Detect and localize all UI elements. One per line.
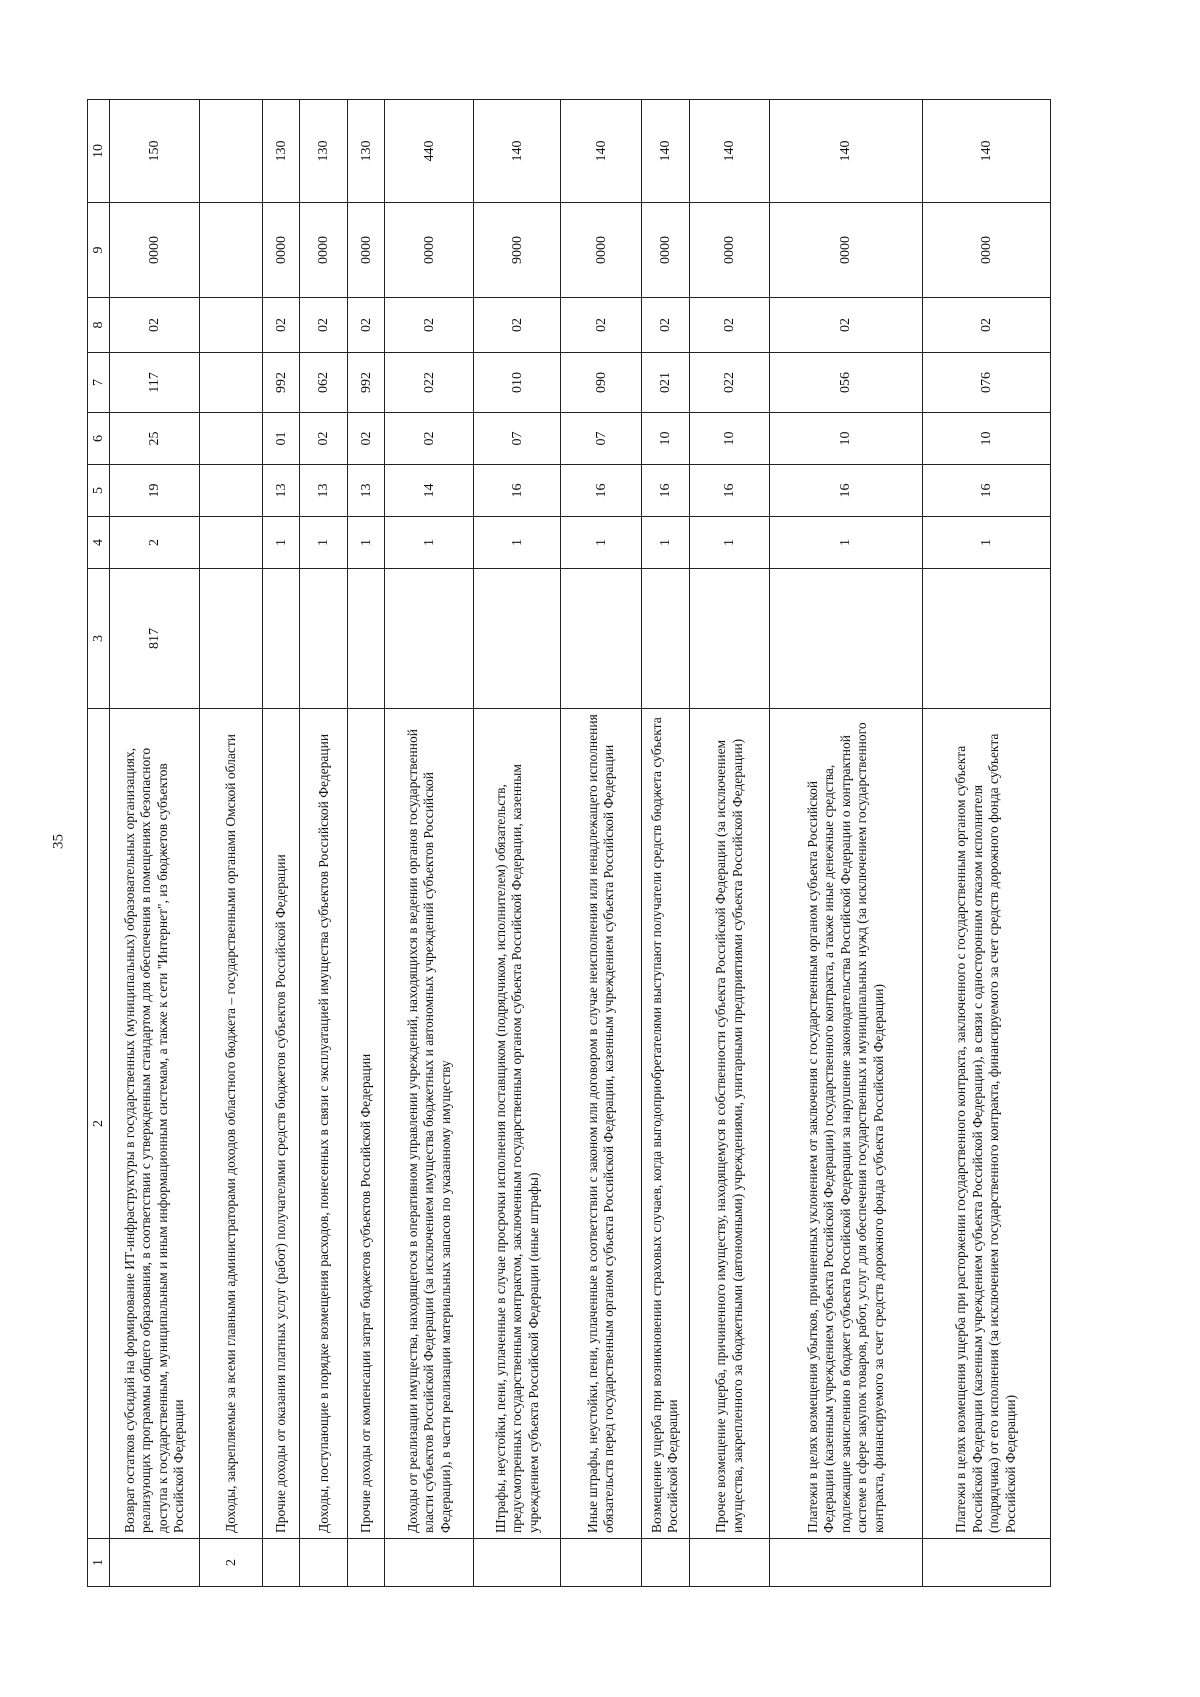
row-description: Штрафы, неустойки, пени, уплаченные в случае просрочки исполнения поставщиком (подрядчиком, исполнителем) обязательств, предусмотренных государственным контрактом, заключенным государственным органом субъекта Российской Федерации, казенным учреждением субъекта Российской Федерации (иные штрафы) — [474, 709, 561, 1539]
code-group: 1 — [385, 517, 474, 569]
row-description: Прочее возмещение ущерба, причиненного имуществу, находящемуся в собственности субъекта Российской Федерации (за исключением имущества, закрепленного за бюджетными (автономными) учреждениями, унитарными предприятиями субъекта Российской Федерации) — [689, 709, 769, 1539]
code-element: 02 — [561, 298, 641, 353]
code-admin — [922, 569, 1050, 709]
code-element: 02 — [770, 298, 922, 353]
code-element: 02 — [922, 298, 1050, 353]
table-row — [641, 100, 689, 1587]
code-article: 10 — [922, 413, 1050, 465]
row-number — [770, 1539, 922, 1587]
row-number — [348, 1539, 385, 1587]
code-article: 10 — [770, 413, 922, 465]
row-description: Прочие доходы от оказания платных услуг (работ) получателями средств бюджетов субъектов Российской Федерации — [263, 709, 300, 1539]
code-subarticle: 090 — [561, 353, 641, 413]
code-subgroup: 13 — [263, 465, 300, 517]
row-description: Возврат остатков субсидий на формирование ИТ-инфраструктуры в государственных (муниципальных) образовательных организациях, реализующих программы общего образования, в соответствии с утвержденным стандартом для обеспечения в помещениях безопасного доступа к государственным, муниципальным и иным информационным системам, а также к сети "Интернет", из бюджетов субъектов Российской Федерации — [110, 709, 200, 1539]
table-row — [110, 100, 200, 1587]
table-row — [561, 100, 641, 1587]
row-description: Доходы от реализации имущества, находящегося в оперативном управлении учреждений, находящихся в ведении органов государственной власти субъектов Российской Федерации (за исключением имущества бюджетных и автономных учреждений субъектов Российской Федерации), в части реализации материальных запасов по указанному имуществу — [385, 709, 474, 1539]
row-number — [641, 1539, 689, 1587]
row-number — [263, 1539, 300, 1587]
code-group: 1 — [641, 517, 689, 569]
code-admin — [200, 569, 263, 709]
code-economic — [200, 100, 263, 203]
table-row — [200, 100, 263, 1587]
code-article: 01 — [263, 413, 300, 465]
code-subgroup: 19 — [110, 465, 200, 517]
code-article: 07 — [474, 413, 561, 465]
code-economic: 130 — [300, 100, 348, 203]
header-col-5: 5 — [88, 465, 110, 517]
code-economic: 140 — [641, 100, 689, 203]
code-article: 25 — [110, 413, 200, 465]
row-description: Доходы, закрепляемые за всеми главными администраторами доходов областного бюджета – государственными органами Омской области — [200, 709, 263, 1539]
code-subarticle — [200, 353, 263, 413]
row-number: 2 — [200, 1539, 263, 1587]
code-element: 02 — [641, 298, 689, 353]
row-description: Платежи в целях возмещения ущерба при расторжении государственного контракта, заключенного с государственным органом субъекта Российской Федерации (казенным учреждением субъекта Российской Федерации), в связи с односторонним отказом исполнителя (подрядчика) от его исполнения (за исключением государственного контракта, финансируемого за счет средств дорожного фонда субъекта Российской Федерации) — [922, 709, 1050, 1539]
code-admin — [474, 569, 561, 709]
code-program: 0000 — [300, 203, 348, 298]
code-group: 1 — [300, 517, 348, 569]
table-row — [385, 100, 474, 1587]
code-subgroup: 16 — [922, 465, 1050, 517]
code-subarticle: 117 — [110, 353, 200, 413]
code-admin — [689, 569, 769, 709]
code-subgroup: 16 — [474, 465, 561, 517]
row-description: Платежи в целях возмещения убытков, причиненных уклонением от заключения с государственным органом субъекта Российской Федерации (казенным учреждением субъекта Российской Федерации) государственного контракта, а также иные денежные средства, подлежащие зачислению в бюджет субъекта Российской Федерации за нарушение законодательства Российской Федерации о контрактной системе в сфере закупок товаров, работ, услуг для обеспечения государственных и муниципальных нужд (за исключением государственного контракта, финансируемого за счет средств дорожного фонда субъекта Российской Федерации) — [770, 709, 922, 1539]
code-subarticle: 056 — [770, 353, 922, 413]
code-subarticle: 022 — [689, 353, 769, 413]
code-group: 1 — [263, 517, 300, 569]
code-group: 1 — [689, 517, 769, 569]
code-element: 02 — [385, 298, 474, 353]
code-economic: 140 — [689, 100, 769, 203]
header-col-10: 10 — [88, 100, 110, 203]
code-group: 1 — [561, 517, 641, 569]
code-program: 0000 — [110, 203, 200, 298]
header-col-4: 4 — [88, 517, 110, 569]
code-element: 02 — [110, 298, 200, 353]
header-col-6: 6 — [88, 413, 110, 465]
code-element: 02 — [263, 298, 300, 353]
code-subgroup: 16 — [641, 465, 689, 517]
rotated-table-container — [87, 100, 1051, 1587]
code-admin — [348, 569, 385, 709]
row-number — [689, 1539, 769, 1587]
code-article: 02 — [385, 413, 474, 465]
code-group: 1 — [922, 517, 1050, 569]
code-subgroup — [200, 465, 263, 517]
code-article: 07 — [561, 413, 641, 465]
code-admin — [770, 569, 922, 709]
code-program — [200, 203, 263, 298]
row-description: Доходы, поступающие в порядке возмещения расходов, понесенных в связи с эксплуатацией имущества субъектов Российской Федерации — [300, 709, 348, 1539]
code-economic: 140 — [474, 100, 561, 203]
table-row — [474, 100, 561, 1587]
code-element — [200, 298, 263, 353]
code-admin — [641, 569, 689, 709]
budget-codes-table — [87, 99, 1051, 1587]
header-col-3: 3 — [88, 569, 110, 709]
code-subarticle: 062 — [300, 353, 348, 413]
code-program: 0000 — [385, 203, 474, 298]
code-subarticle: 992 — [263, 353, 300, 413]
page-number: 35 — [50, 834, 67, 849]
code-admin — [385, 569, 474, 709]
code-subgroup: 16 — [689, 465, 769, 517]
code-element: 02 — [348, 298, 385, 353]
code-admin — [263, 569, 300, 709]
code-article: 02 — [300, 413, 348, 465]
table-row — [770, 100, 922, 1587]
code-group: 1 — [348, 517, 385, 569]
table-row — [300, 100, 348, 1587]
code-program: 0000 — [263, 203, 300, 298]
code-subarticle: 021 — [641, 353, 689, 413]
code-subgroup: 16 — [770, 465, 922, 517]
table-row — [689, 100, 769, 1587]
code-program: 0000 — [689, 203, 769, 298]
code-economic: 130 — [348, 100, 385, 203]
code-program: 0000 — [922, 203, 1050, 298]
row-number — [385, 1539, 474, 1587]
code-element: 02 — [474, 298, 561, 353]
code-subarticle: 992 — [348, 353, 385, 413]
code-group: 2 — [110, 517, 200, 569]
row-number — [922, 1539, 1050, 1587]
row-number — [474, 1539, 561, 1587]
code-subgroup: 13 — [300, 465, 348, 517]
code-economic: 140 — [922, 100, 1050, 203]
header-col-8: 8 — [88, 298, 110, 353]
table-row — [263, 100, 300, 1587]
code-article: 02 — [348, 413, 385, 465]
header-col-2: 2 — [88, 709, 110, 1539]
code-economic: 130 — [263, 100, 300, 203]
table-row — [922, 100, 1050, 1587]
code-admin: 817 — [110, 569, 200, 709]
code-subgroup: 14 — [385, 465, 474, 517]
code-admin — [300, 569, 348, 709]
header-row — [88, 100, 110, 1587]
row-number — [561, 1539, 641, 1587]
row-number — [300, 1539, 348, 1587]
code-admin — [561, 569, 641, 709]
code-article: 10 — [689, 413, 769, 465]
code-program: 9000 — [474, 203, 561, 298]
row-description: Иные штрафы, неустойки, пени, уплаченные в соответствии с законом или договором в случае неисполнения или ненадлежащего исполнения обязательств перед государственным органом субъекта Российской Федерации, казенным учреждением субъекта Российской Федерации — [561, 709, 641, 1539]
header-col-7: 7 — [88, 353, 110, 413]
code-subarticle: 022 — [385, 353, 474, 413]
code-economic: 140 — [561, 100, 641, 203]
code-program: 0000 — [561, 203, 641, 298]
code-program: 0000 — [641, 203, 689, 298]
code-subgroup: 13 — [348, 465, 385, 517]
row-number — [110, 1539, 200, 1587]
code-program: 0000 — [348, 203, 385, 298]
code-economic: 150 — [110, 100, 200, 203]
code-group: 1 — [770, 517, 922, 569]
code-economic: 440 — [385, 100, 474, 203]
row-description: Прочие доходы от компенсации затрат бюджетов субъектов Российской Федерации — [348, 709, 385, 1539]
code-subgroup: 16 — [561, 465, 641, 517]
code-group — [200, 517, 263, 569]
header-col-9: 9 — [88, 203, 110, 298]
code-subarticle: 076 — [922, 353, 1050, 413]
code-element: 02 — [300, 298, 348, 353]
row-description: Возмещение ущерба при возникновении страховых случаев, когда выгодоприобретателями выступают получатели средств бюджета субъекта Российской Федерации — [641, 709, 689, 1539]
code-subarticle: 010 — [474, 353, 561, 413]
code-program: 0000 — [770, 203, 922, 298]
code-element: 02 — [689, 298, 769, 353]
code-economic: 140 — [770, 100, 922, 203]
code-article: 10 — [641, 413, 689, 465]
code-article — [200, 413, 263, 465]
code-group: 1 — [474, 517, 561, 569]
table-row — [348, 100, 385, 1587]
header-col-1: 1 — [88, 1539, 110, 1587]
